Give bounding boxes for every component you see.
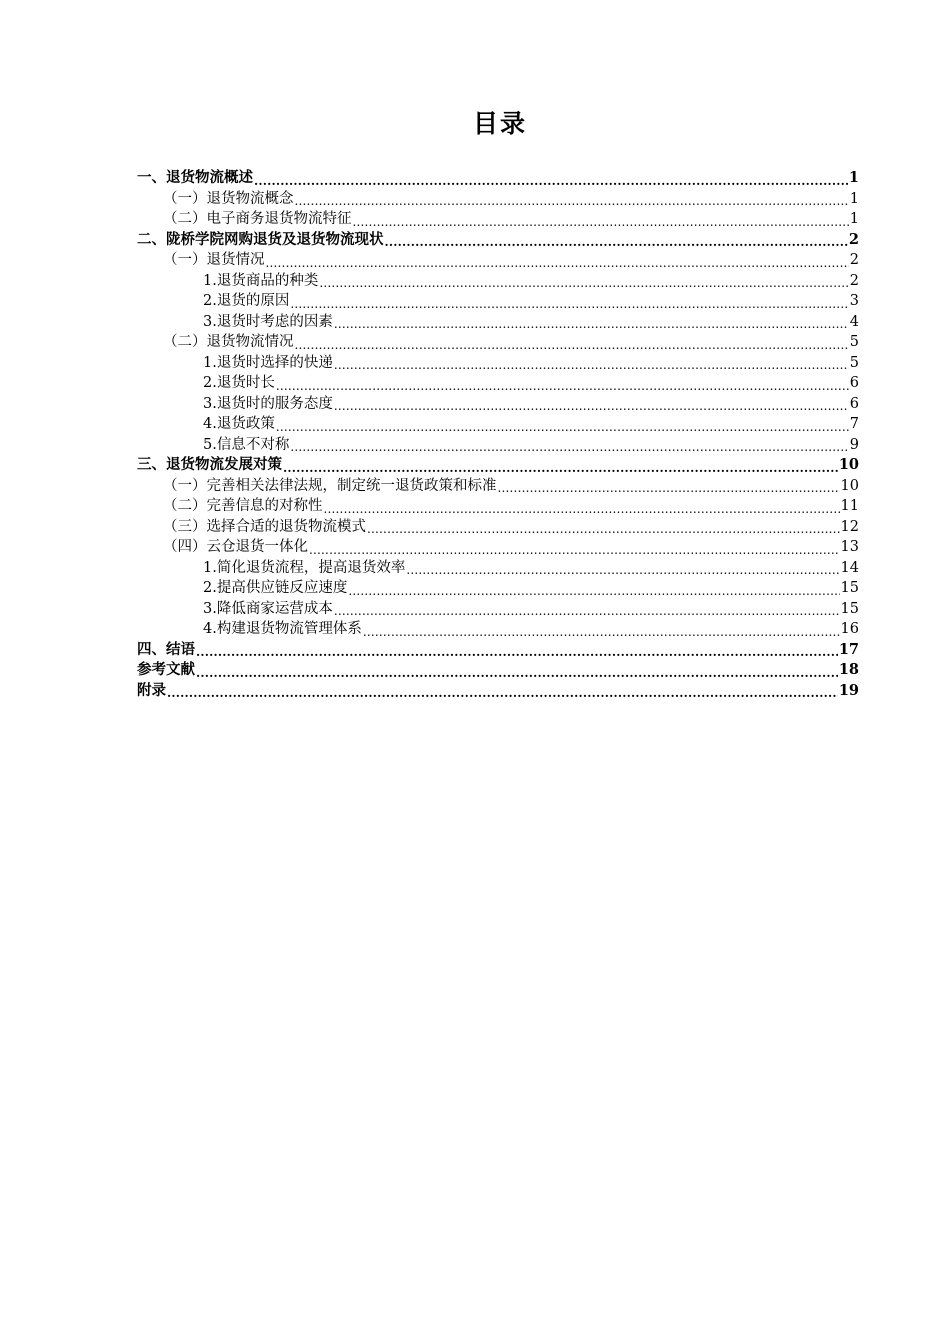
- toc-entry[interactable]: [137, 660, 859, 681]
- toc-entry-page-number: 2: [849, 252, 859, 268]
- toc-entry[interactable]: [137, 271, 859, 292]
- toc-entry-page-number: 11: [840, 498, 859, 514]
- toc-dot-leader: [283, 455, 838, 476]
- toc-entry[interactable]: [137, 230, 859, 251]
- toc-entry-label: 4.退货政策: [203, 416, 275, 432]
- toc-entry-label: （二）退货物流情况: [163, 334, 294, 350]
- toc-entry-label: 二、陇桥学院网购退货及退货物流现状: [137, 230, 384, 248]
- toc-entry[interactable]: [137, 414, 859, 435]
- toc-entry-label: （四）云仓退货一体化: [163, 539, 308, 555]
- toc-dot-leader: [385, 230, 848, 251]
- toc-dot-leader: [319, 271, 848, 292]
- toc-entry-page-number: 10: [838, 456, 859, 473]
- toc-dot-leader: [196, 640, 838, 661]
- toc-entry[interactable]: [137, 496, 859, 517]
- toc-entry-label: （二）完善信息的对称性: [163, 498, 323, 514]
- toc-entry[interactable]: [137, 681, 859, 702]
- toc-entry-page-number: 5: [849, 354, 859, 371]
- toc-entry-label: 参考文献: [137, 661, 195, 678]
- toc-dot-leader: [406, 558, 839, 579]
- toc-entry[interactable]: [137, 312, 859, 333]
- toc-entry-page-number: 6: [849, 395, 859, 412]
- toc-entry-label: 5.信息不对称: [203, 436, 290, 453]
- toc-entry[interactable]: [137, 209, 859, 230]
- toc-entry-label: 四、结语: [137, 640, 195, 658]
- toc-title: 目录: [472, 109, 527, 138]
- toc-dot-leader: [334, 599, 840, 620]
- toc-entry[interactable]: [137, 332, 859, 353]
- toc-entry-page-number: 12: [840, 518, 859, 535]
- toc-entry-label: （一）退货情况: [163, 252, 265, 268]
- toc-entry[interactable]: [137, 640, 859, 661]
- toc-entry-page-number: 13: [840, 539, 859, 555]
- toc-entry[interactable]: [137, 394, 859, 415]
- toc-entry-page-number: 18: [838, 661, 859, 678]
- toc-dot-leader: [254, 168, 848, 189]
- toc-entry-label: 4.构建退货物流管理体系: [203, 621, 362, 637]
- toc-dot-leader: [276, 414, 849, 435]
- toc-entry-label: 1.简化退货流程，提高退货效率: [203, 559, 406, 576]
- toc-entry-page-number: 1: [849, 211, 859, 227]
- toc-dot-leader: [309, 537, 840, 558]
- toc-entry-label: 2.退货的原因: [203, 293, 290, 309]
- toc-entry[interactable]: [137, 599, 859, 620]
- toc-entry-page-number: 9: [849, 436, 859, 453]
- toc-dot-leader: [334, 312, 849, 333]
- toc-entry-page-number: 17: [838, 640, 859, 658]
- toc-entry-page-number: 1: [849, 190, 859, 207]
- toc-dot-leader: [334, 394, 849, 415]
- toc-dot-leader: [348, 578, 839, 599]
- toc-entry[interactable]: [137, 250, 859, 271]
- toc-entry-label: 3.退货时的服务态度: [203, 395, 333, 412]
- toc-entry[interactable]: [137, 353, 859, 374]
- toc-dot-leader: [290, 291, 848, 312]
- toc-entry-label: 2.提高供应链反应速度: [203, 580, 348, 596]
- toc-entry-page-number: 6: [849, 375, 859, 391]
- toc-dot-leader: [295, 332, 849, 353]
- toc-entry-label: 2.退货时长: [203, 375, 275, 391]
- toc-entry[interactable]: [137, 517, 859, 538]
- toc-entry-page-number: 4: [849, 313, 859, 330]
- toc-dot-leader: [498, 476, 840, 497]
- toc-entry-page-number: 7: [849, 416, 859, 432]
- toc-entry-label: 3.退货时考虑的因素: [203, 313, 333, 330]
- toc-entry-label: （一）退货物流概念: [163, 190, 294, 207]
- toc-entry-page-number: 2: [849, 272, 859, 289]
- toc-entry-label: 附录: [137, 681, 166, 699]
- toc-dot-leader: [367, 517, 840, 538]
- toc-entry-page-number: 5: [849, 334, 859, 350]
- toc-entry-page-number: 3: [849, 293, 859, 309]
- toc-entry[interactable]: [137, 291, 859, 312]
- toc-entry[interactable]: [137, 435, 859, 456]
- toc-entry-label: 三、退货物流发展对策: [137, 456, 282, 473]
- toc-entry[interactable]: [137, 578, 859, 599]
- toc-entry[interactable]: [137, 455, 859, 476]
- toc-entry-page-number: 14: [840, 559, 859, 576]
- toc-entry-page-number: 19: [838, 681, 859, 699]
- toc-entry[interactable]: [137, 537, 859, 558]
- toc-dot-leader: [295, 189, 849, 210]
- toc-dot-leader: [196, 660, 838, 681]
- toc-entry-label: （三）选择合适的退货物流模式: [163, 518, 366, 535]
- toc-dot-leader: [363, 619, 840, 640]
- toc-dot-leader: [334, 353, 849, 374]
- toc-entry[interactable]: [137, 558, 859, 579]
- toc-dot-leader: [353, 209, 849, 230]
- table-of-contents: [137, 168, 859, 701]
- toc-dot-leader: [290, 435, 848, 456]
- toc-entry[interactable]: [137, 168, 859, 189]
- toc-dot-leader: [276, 373, 849, 394]
- toc-entry-page-number: 1: [848, 169, 859, 186]
- toc-entry[interactable]: [137, 189, 859, 210]
- toc-dot-leader: [266, 250, 849, 271]
- toc-entry[interactable]: [137, 476, 859, 497]
- toc-dot-leader: [167, 681, 838, 702]
- toc-entry[interactable]: [137, 619, 859, 640]
- toc-entry-label: 1.退货商品的种类: [203, 272, 319, 289]
- toc-entry-page-number: 10: [840, 477, 859, 494]
- toc-entry-page-number: 15: [840, 600, 859, 617]
- toc-entry-label: （一）完善相关法律法规，制定统一退货政策和标准: [163, 477, 497, 494]
- toc-entry-page-number: 15: [840, 580, 859, 596]
- toc-entry-page-number: 2: [848, 230, 859, 248]
- toc-entry-label: 1.退货时选择的快递: [203, 354, 333, 371]
- toc-entry-label: 一、退货物流概述: [137, 169, 253, 186]
- toc-dot-leader: [324, 496, 840, 517]
- toc-entry-label: （二）电子商务退货物流特征: [163, 211, 352, 227]
- toc-entry-label: 3.降低商家运营成本: [203, 600, 333, 617]
- toc-entry-page-number: 16: [840, 621, 859, 637]
- toc-entry[interactable]: [137, 373, 859, 394]
